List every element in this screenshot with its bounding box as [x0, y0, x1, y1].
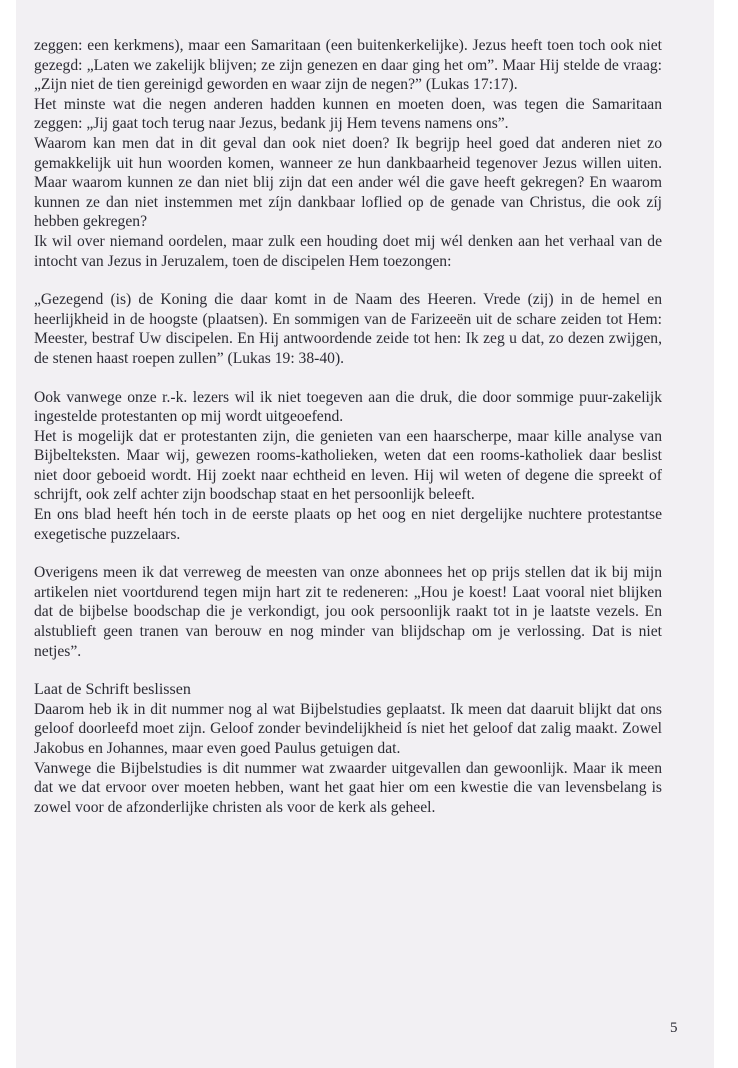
paragraph: Waarom kan men dat in dit geval dan ook niet doen? Ik begrijp heel goed dat anderen niet zo gemakkelijk uit hun woorden komen, wanneer ze hun dankbaarheid tegenover Jezus willen uiten. Maar waarom kunnen ze dan niet blij zijn dat een ander wél die gave heeft gekregen? En waarom kunnen ze dan niet instemmen met zíjn dankbaar loflied op de genade van Christus, die ook zíj hebben gekregen? — [34, 134, 662, 231]
paragraph: Ik wil over niemand oordelen, maar zulk een houding doet mij wél denken aan het verhaal van de intocht van Jezus in Jeruzalem, toen de discipelen Hem toezongen: — [34, 232, 662, 270]
paragraph: Het is mogelijk dat er protestanten zijn, die genieten van een haarscherpe, maar kille analyse van Bijbelteksten. Maar wij, gewezen rooms-katholieken, weten dat een rooms-katholiek daar beslist niet door geboeid wordt. Hij zoekt naar echtheid en leven. Hij wil weten of degene die spreekt of schrijft, ook zelf achter zijn boodschap staat en het persoonlijk beleeft. — [34, 427, 662, 504]
paragraph: Overigens meen ik dat verreweg de meesten van onze abonnees het op prijs stellen dat ik bij mijn artikelen niet voortdurend tegen mijn hart zit te redeneren: „Hou je koest! Laat vooral niet blijken dat de bijbelse boodschap die je verkondigt, jou ook persoonlijk raakt tot in je laatste vezels. En alstublieft geen tranen van berouw en nog minder van blijdschap om je verlossing. Dat is niet netjes”. — [34, 564, 662, 660]
article-body — [34, 36, 662, 817]
section-heading: Laat de Schrift beslissen — [34, 681, 191, 699]
paragraph: Daarom heb ik in dit nummer nog al wat Bijbelstudies geplaatst. Ik meen dat daaruit blijkt dat ons geloof doorleefd moet zijn. Geloof zonder bevindelijkheid ís niet het geloof dat zalig maakt. Zowel Jakobus en Johannes, maar even goed Paulus getuigen dat. — [34, 700, 662, 757]
paragraph: En ons blad heeft hén toch in de eerste plaats op het oog en niet dergelijke nuchtere protestantse exegetische puzzelaars. — [34, 506, 662, 543]
paragraph: zeggen: een kerkmens), maar een Samaritaan (een buitenkerkelijke). Jezus heeft toen toch ook niet gezegd: „Laten we zakelijk blijven; ze zijn genezen en daar ging het om”. Maar Hij stelde de vraag: „Zijn niet de tien gereinigd geworden en waar zijn de negen?” (Lukas 17:17). — [34, 37, 662, 94]
bible-quote: „Gezegend (is) de Koning die daar komt in de Naam des Heeren. Vrede (zij) in de hemel en heerlijkheid in de hoogste (plaatsen). En sommigen van de Farizeeën uit de schare zeiden tot Hem: Meester, bestraf Uw discipelen. En Hij antwoordende zeide tot hen: Ik zeg u dat, zo dezen zwijgen, de stenen haast roepen zullen” (Lukas 19: 38-40). — [34, 291, 662, 367]
page-number: 5 — [670, 1020, 678, 1036]
paragraph: Ook vanwege onze r.-k. lezers wil ik niet toegeven aan die druk, die door sommige puur-zakelijk ingestelde protestanten op mij wordt uitgeoefend. — [34, 388, 662, 426]
paragraph: Het minste wat die negen anderen hadden kunnen en moeten doen, was tegen die Samaritaan zeggen: „Jij gaat toch terug naar Jezus, bedank jij Hem tevens namens ons”. — [34, 95, 662, 133]
scan-margin — [714, 0, 738, 1068]
paragraph: Vanwege die Bijbelstudies is dit nummer wat zwaarder uitgevallen dan gewoonlijk. Maar ik meen dat we dat ervoor over moeten hebben, want het gaat hier om een kwestie die van levensbelang is zowel voor de afzonderlijke christen als voor de kerk als geheel. — [34, 759, 662, 816]
